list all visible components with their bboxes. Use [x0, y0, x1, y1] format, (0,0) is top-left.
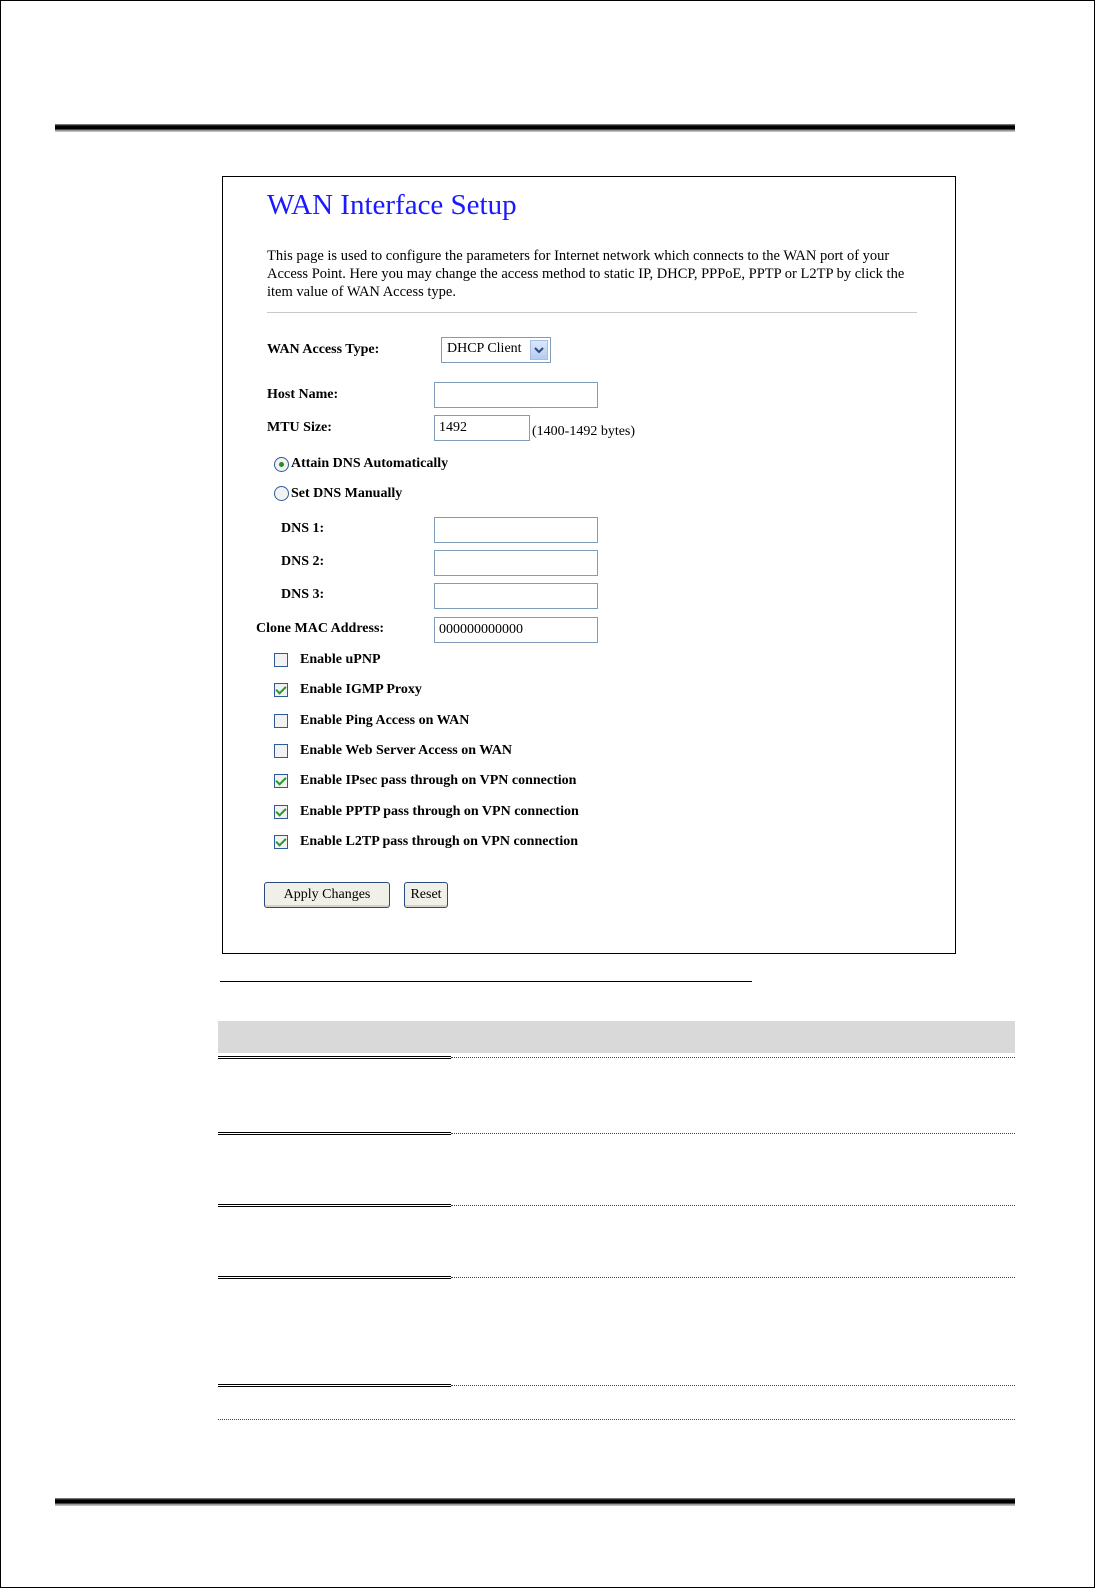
option-checkbox[interactable] [274, 744, 288, 758]
mtu-size-label: MTU Size: [267, 420, 332, 435]
wan-setup-screenshot [222, 176, 956, 954]
page-title: WAN Interface Setup [267, 189, 517, 221]
option-label: Enable IGMP Proxy [300, 682, 422, 697]
mtu-size-hint: (1400-1492 bytes) [532, 424, 636, 439]
table-row-divider [218, 1056, 1015, 1060]
divider [267, 312, 917, 313]
clone-mac-label: Clone MAC Address: [256, 621, 385, 636]
option-checkbox[interactable] [274, 653, 288, 667]
apply-changes-button[interactable]: Apply Changes [264, 882, 390, 908]
chevron-down-icon[interactable] [530, 340, 548, 360]
dns-auto-radio[interactable] [274, 457, 289, 472]
table-row-divider [218, 1418, 1015, 1422]
clone-mac-input[interactable]: 000000000000 [434, 617, 598, 643]
dns1-input[interactable] [434, 517, 598, 543]
header-rule [55, 124, 1015, 132]
dns3-label: DNS 3: [281, 587, 325, 602]
table-row-divider [218, 1132, 1015, 1136]
dns2-input[interactable] [434, 550, 598, 576]
option-label: Enable Ping Access on WAN [300, 713, 470, 728]
option-checkbox[interactable] [274, 714, 288, 728]
dns1-label: DNS 1: [281, 521, 325, 536]
option-label: Enable PPTP pass through on VPN connection [300, 804, 579, 819]
dns3-input[interactable] [434, 583, 598, 609]
dns2-label: DNS 2: [281, 554, 325, 569]
option-label: Enable uPNP [300, 652, 381, 667]
wan-access-type-label: WAN Access Type: [267, 342, 380, 357]
wan-access-type-value: DHCP Client [447, 341, 522, 356]
page-description: This page is used to configure the parameters for Internet network which connects to the WAN port of your Access Point. Here you may change the access method to static IP, DHCP, PPPoE, PPTP or L2TP by click the item value of WAN Access type. [267, 248, 905, 300]
option-checkbox[interactable] [274, 805, 288, 819]
host-name-input[interactable] [434, 382, 598, 408]
table-row-divider [218, 1384, 1015, 1388]
option-checkbox[interactable] [274, 835, 288, 849]
dns-manual-label: Set DNS Manually [291, 486, 403, 501]
reset-button[interactable]: Reset [404, 882, 448, 908]
table-row-divider [218, 1204, 1015, 1208]
table-header [218, 1021, 1015, 1053]
option-checkbox[interactable] [274, 774, 288, 788]
dns-manual-radio[interactable] [274, 486, 289, 501]
caption-underline [220, 981, 752, 982]
wan-access-type-select[interactable] [441, 337, 551, 363]
option-label: Enable IPsec pass through on VPN connection [300, 773, 577, 788]
footer-rule [55, 1498, 1015, 1506]
table-row-divider [218, 1276, 1015, 1280]
mtu-size-input[interactable]: 1492 [434, 415, 530, 441]
host-name-label: Host Name: [267, 387, 339, 402]
option-label: Enable L2TP pass through on VPN connection [300, 834, 578, 849]
option-label: Enable Web Server Access on WAN [300, 743, 512, 758]
dns-auto-label: Attain DNS Automatically [291, 456, 449, 471]
option-checkbox[interactable] [274, 683, 288, 697]
